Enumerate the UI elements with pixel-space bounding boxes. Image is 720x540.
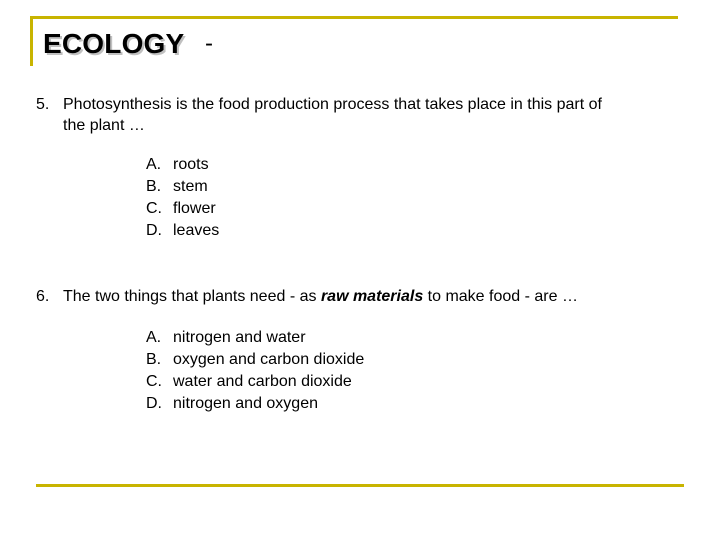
- option-text: leaves: [173, 222, 220, 239]
- question-6: [36, 286, 703, 307]
- option-text: flower: [173, 200, 216, 217]
- option-text: water and carbon dioxide: [173, 373, 352, 390]
- question-text: [63, 286, 703, 307]
- slide-title-suffix: -: [205, 30, 213, 57]
- option-a[interactable]: [146, 154, 219, 176]
- question-number: 5.: [36, 96, 50, 113]
- slide-title: ECOLOGY: [43, 28, 185, 59]
- question-text-line-2: the plant …: [63, 117, 145, 134]
- option-text: nitrogen and water: [173, 329, 306, 346]
- option-letter: B.: [146, 178, 162, 195]
- option-text: oxygen and carbon dioxide: [173, 351, 365, 368]
- option-letter: D.: [146, 395, 162, 412]
- option-b[interactable]: [146, 176, 219, 198]
- option-text: roots: [173, 156, 209, 173]
- option-d[interactable]: [146, 220, 219, 242]
- question-6-options: [146, 327, 364, 415]
- option-letter: C.: [146, 200, 162, 217]
- question-text-after: to make food - are …: [423, 288, 578, 305]
- top-accent-rule: [30, 16, 678, 19]
- option-letter: A.: [146, 156, 162, 173]
- question-5-options: [146, 154, 219, 242]
- option-a[interactable]: [146, 327, 364, 349]
- option-text: nitrogen and oxygen: [173, 395, 318, 412]
- question-text-emphasis: raw materials: [320, 288, 424, 305]
- option-letter: B.: [146, 351, 162, 368]
- question-number: 6.: [36, 288, 50, 305]
- question-text-before: The two things that plants need - as: [63, 288, 321, 305]
- option-c[interactable]: [146, 371, 364, 393]
- option-text: stem: [173, 178, 208, 195]
- bottom-accent-rule: [36, 484, 684, 487]
- left-accent-rule: [30, 16, 33, 66]
- option-letter: A.: [146, 329, 162, 346]
- option-d[interactable]: [146, 393, 364, 415]
- option-c[interactable]: [146, 198, 219, 220]
- option-letter: D.: [146, 222, 162, 239]
- option-b[interactable]: [146, 349, 364, 371]
- option-letter: C.: [146, 373, 162, 390]
- question-text: [63, 94, 703, 136]
- question-5: [36, 94, 703, 136]
- question-text-line-1: Photosynthesis is the food production process that takes place in this part of: [63, 96, 602, 113]
